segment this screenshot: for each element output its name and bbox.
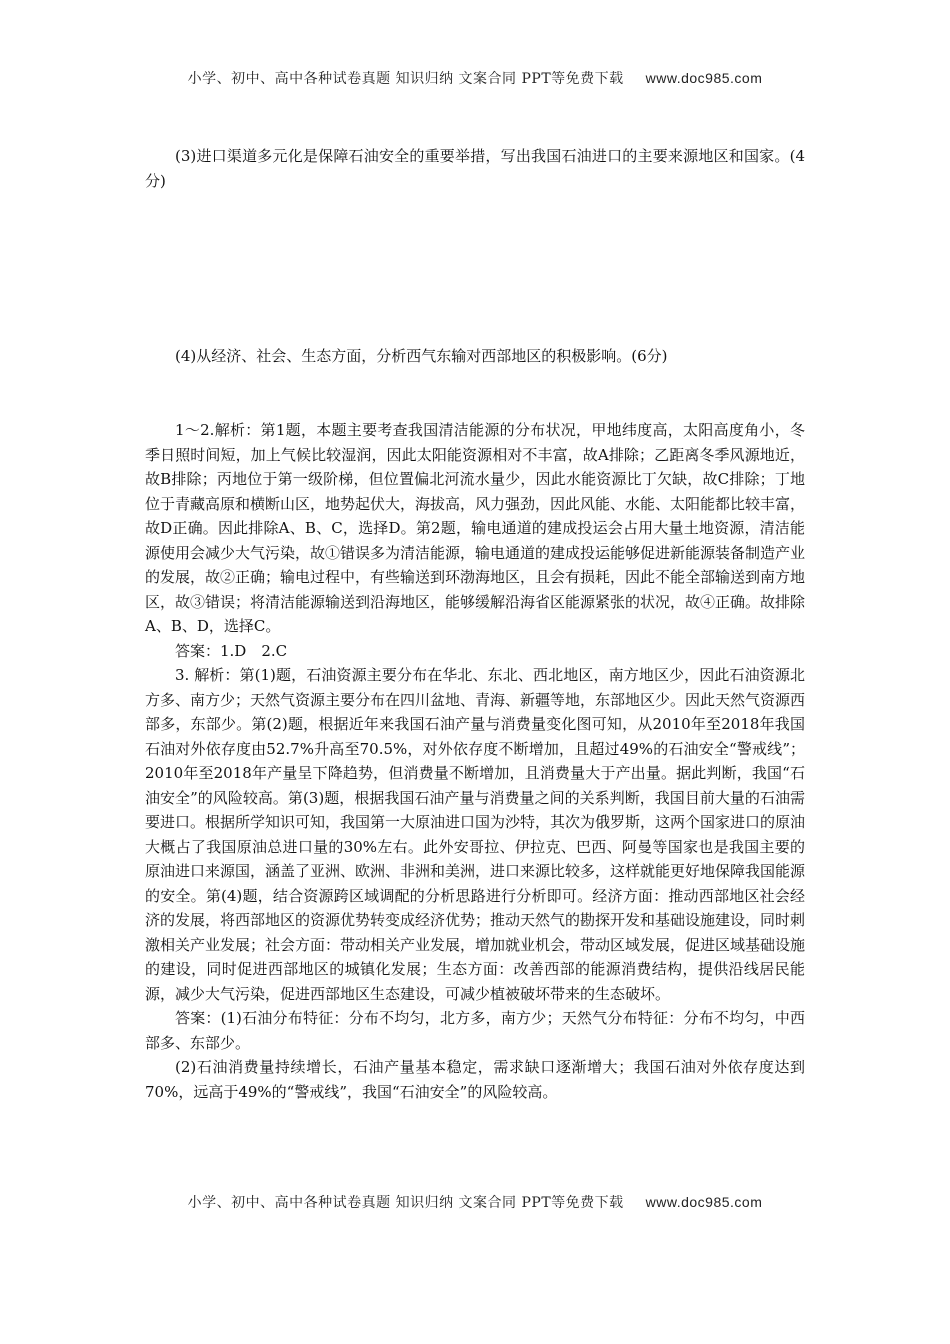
question-3-text: (3)进口渠道多元化是保障石油安全的重要举措，写出我国石油进口的主要来源地区和国家。(4分) xyxy=(145,147,805,190)
question-4-text: (4)从经济、社会、生态方面，分析西气东输对西部地区的积极影响。(6分) xyxy=(175,347,668,365)
analysis-section xyxy=(145,418,805,1104)
answer-1-2: 答案：1.D 2.C xyxy=(175,641,288,660)
answer-3-part-1: 答案：(1)石油分布特征：分布不均匀，北方多，南方少；天然气分布特征：分布不均匀，中西部多、东部少。 xyxy=(145,1009,805,1052)
question-4 xyxy=(145,344,805,369)
footer-text: 小学、初中、高中各种试卷真题 知识归纳 文案合同 PPT等免费下载 xyxy=(187,1195,624,1211)
header-text: 小学、初中、高中各种试卷真题 知识归纳 文案合同 PPT等免费下载 xyxy=(187,71,624,87)
analysis-1-2: 1～2.解析：第1题，本题主要考查我国清洁能源的分布状况，甲地纬度高，太阳高度角小，冬季日照时间短，加上气候比较湿润，因此太阳能资源相对不丰富，故A排除；乙距离冬季风源地近，故B排除；丙地位于第一级阶梯，但位置偏北河流水量少，因此水能资源比丁欠缺，故C排除；丁地位于青藏高原和横断山区，地势起伏大，海拔高，风力强劲，因此风能、水能、太阳能都比较丰富，故D正确。因此排除A、B、C，选择D。第2题，输电通道的建成投运会占用大量土地资源，清洁能源使用会减少大气污染，故①错误多为清洁能源，输电通道的建成投运能够促进新能源装备制造产业的发展，故②正确；输电过程中，有些输送到环渤海地区，且会有损耗，因此不能全部输送到南方地区，故③错误；将清洁能源输送到沿海地区，能够缓解沿海省区能源紧张的状况，故④正确。故排除A、B、D，选择C。 xyxy=(145,421,806,635)
analysis-3: 3. 解析：第(1)题，石油资源主要分布在华北、东北、西北地区，南方地区少，因此石油资源北方多、南方少；天然气资源主要分布在四川盆地、青海、新疆等地，东部地区少。因此天然气资源西部多，东部少。第(2)题，根据近年来我国石油产量与消费量变化图可知，从2010年至2018年我国石油对外依存度由52.7%升高至70.5%，对外依存度不断增加，且超过49%的石油安全“警戒线”；2010年至2018年产量呈下降趋势，但消费量不断增加，且消费量大于产出量。据此判断，我国“石油安全”的风险较高。第(3)题，根据我国石油产量与消费量之间的关系判断，我国目前大量的石油需要进口。根据所学知识可知，我国第一大原油进口国为沙特，其次为俄罗斯，这两个国家进口的原油大概占了我国原油总进口量的30%左右。此外安哥拉、伊拉克、巴西、阿曼等国家也是我国主要的原油进口来源国，涵盖了亚洲、欧洲、非洲和美洲，进口来源比较多，这样就能更好地保障我国能源的安全。第(4)题，结合资源跨区域调配的分析思路进行分析即可。经济方面：推动西部地区社会经济的发展，将西部地区的资源优势转变成经济优势；推动天然气的勘探开发和基础设施建设，同时刺激相关产业发展；社会方面：带动相关产业发展，增加就业机会，带动区域发展，促进区域基础设施的建设，同时促进西部地区的城镇化发展；生态方面：改善西部的能源消费结构，提供沿线居民能源，减少大气污染，促进西部地区生态建设，可减少植被破坏带来的生态破坏。 xyxy=(145,666,806,1003)
answer-3-part-2: (2)石油消费量持续增长，石油产量基本稳定，需求缺口逐渐增大；我国石油对外依存度达到70%，远高于49%的“警戒线”，我国“石油安全”的风险较高。 xyxy=(145,1058,805,1101)
page-footer xyxy=(0,1192,950,1212)
header-site-link[interactable]: www.doc985.com xyxy=(645,70,763,86)
question-3 xyxy=(145,144,805,193)
footer-site-link[interactable]: www.doc985.com xyxy=(645,1194,763,1210)
page-header xyxy=(0,68,950,88)
